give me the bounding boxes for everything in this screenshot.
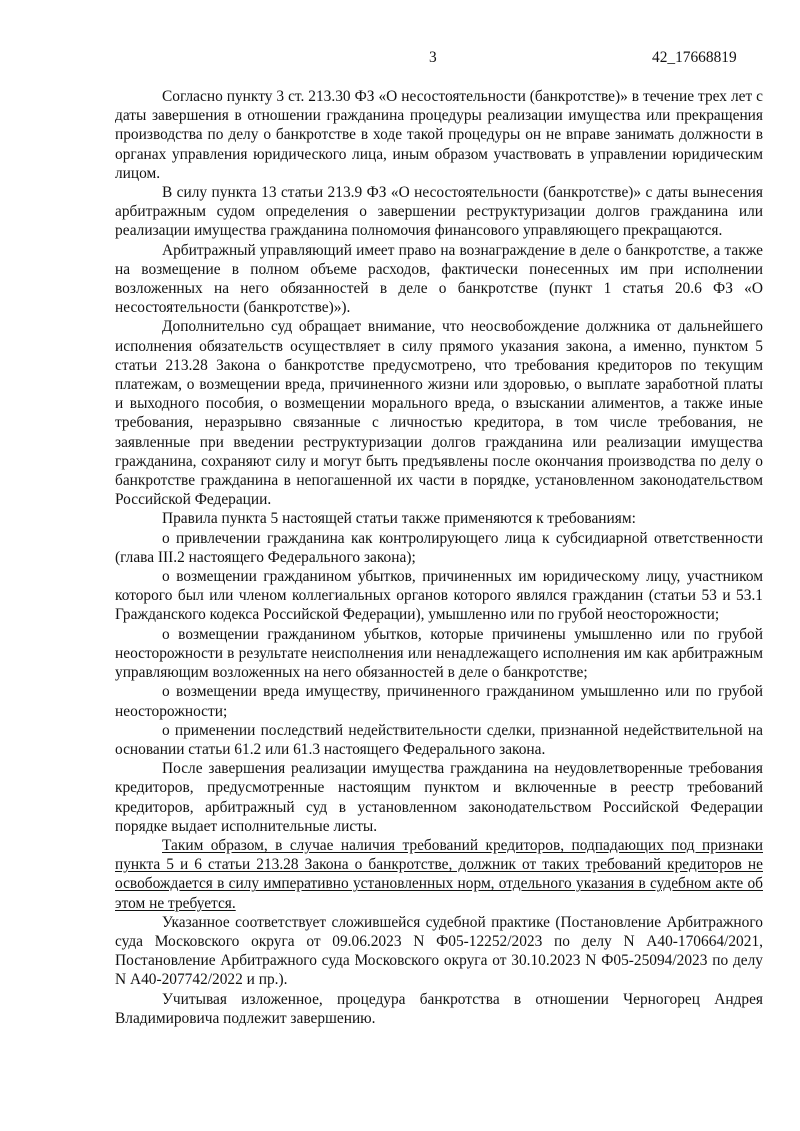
page-number: 3 (429, 49, 437, 66)
paragraph-conclusion-underlined (115, 836, 763, 913)
document-body (115, 87, 763, 1028)
paragraph-manager-powers: В силу пункта 13 статьи 213.9 ФЗ «О несостоятельности (банкротстве)» с даты вынесения арбитражным судом определения о завершении реструктуризации долгов гражданина или реализации имущества гражданина полномочия финансового управляющего прекращаются. (115, 184, 763, 240)
paragraph-non-release: Дополнительно суд обращает внимание, что неосвобождение должника от дальнейшего исполнения обязательств осуществляет в силу прямого указания закона, а именно, пунктом 5 статьи 213.28 Закона о банкротстве предусмотрено, что требования кредиторов по текущим платежам, о возмещении вреда, причиненного жизни или здоровью, о выплате заработной платы и выходного пособия, о возмещении морального вреда, о взыскании алиментов, а также иные требования, неразрывно связанные с личностью кредитора, в том числе требования, не заявленные при введении реструктуризации долгов гражданина или реализации имущества гражданина, сохраняют силу и могут быть предъявлены после окончания производства по делу о банкротстве гражданина в непогашенной их части в порядке, установленном законодательством Российской Федерации. (115, 318, 763, 509)
paragraph-list-item: о возмещении гражданином убытков, которые причинены умышленно или по грубой неосторожности в результате неисполнения или ненадлежащего исполнения им как арбитражным управляющим возложенных на него обязанностей в деле о банкротстве; (115, 625, 763, 682)
paragraph-manager-remuneration: Арбитражный управляющий имеет право на вознаграждение в деле о банкротстве, а также на возмещение в полном объеме расходов, фактически понесенных им при исполнении возложенных на него обязанностей в деле о банкротстве (пункт 1 статья 20.6 ФЗ «О несостоятельности (банкротстве)»). (115, 241, 763, 317)
paragraph-list-item: о возмещении вреда имуществу, причиненного гражданином умышленно или по грубой неосторожности; (115, 683, 763, 720)
underlined-text: Таким образом, в случае наличия требований кредиторов, подпадающих под признаки пункта 5 и 6 статьи 213.28 Закона о банкротстве, должник от таких требований кредиторов не освобождается в силу императивно установленных норм, отдельного указания в судебном акте об этом не требуется. (115, 836, 763, 912)
paragraph-court-practice: Указанное соответствует сложившейся судебной практике (Постановление Арбитражного суда Московского округа от 09.06.2023 N Ф05-12252/2023 по делу N А40-170664/2021, Постановление Арбитражного суда Московского округа от 30.10.2023 N Ф05-25094/2023 по делу N А40-207742/2022 и пр.). (115, 913, 763, 989)
paragraph-writs: После завершения реализации имущества гражданина на неудовлетворенные требования кредиторов, предусмотренные настоящим пунктом и включенные в реестр требований кредиторов, арбитражный суд в установленном законодательством Российской Федерации порядке выдает исполнительные листы. (115, 760, 763, 835)
paragraph-list-item: о возмещении гражданином убытков, причиненных им юридическому лицу, участником которого был или членом коллегиальных органов которого являлся гражданин (статьи 53 и 53.1 Гражданского кодекса Российской Федерации), умышленно или по грубой неосторожности; (115, 568, 763, 624)
paragraph-bankruptcy-restriction: Согласно пункту 3 ст. 213.30 ФЗ «О несостоятельности (банкротстве)» в течение трех лет с даты завершения в отношении гражданина процедуры реализации имущества или прекращения производства по делу о банкротстве в ходе такой процедуры он не вправе занимать должности в органах управления юридического лица, иным образом участвовать в управлении юридическим лицом. (115, 88, 763, 182)
document-id: 42_17668819 (652, 49, 737, 66)
paragraph-final: Учитывая изложенное, процедура банкротства в отношении Черногорец Андрея Владимировича подлежит завершению. (115, 990, 763, 1027)
paragraph-list-item: о привлечении гражданина как контролирующего лица к субсидиарной ответственности (глава III.2 настоящего Федерального закона); (115, 529, 763, 566)
paragraph-list-item: о применении последствий недействительности сделки, признанной недействительной на основании статьи 61.2 или 61.3 настоящего Федерального закона. (115, 721, 763, 758)
paragraph-rules-intro: Правила пункта 5 настоящей статьи также применяются к требованиям: (162, 510, 636, 528)
